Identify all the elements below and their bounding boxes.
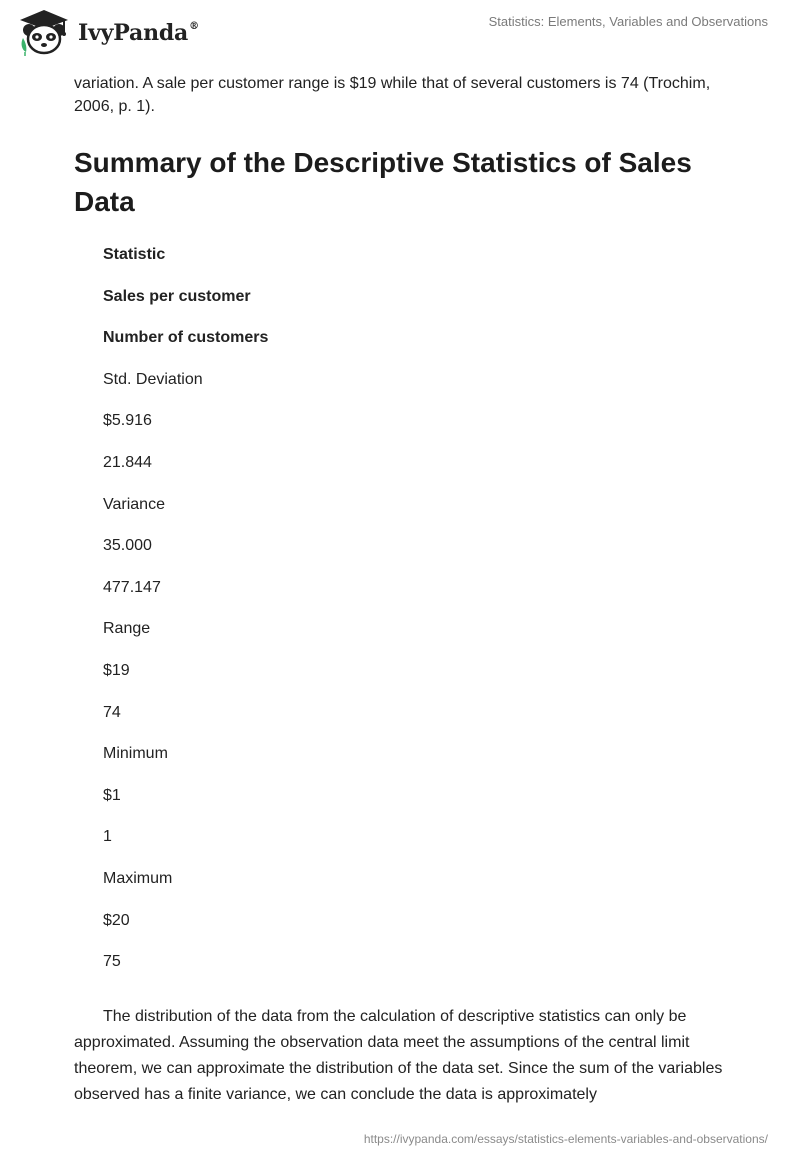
- table-cell: $5.916: [103, 412, 152, 430]
- table-header-cell: Sales per customer: [103, 287, 251, 305]
- table-cell: $20: [103, 911, 130, 929]
- brand-name: IvyPanda®: [78, 20, 199, 46]
- table-cell: Variance: [103, 495, 165, 513]
- table-cell: Maximum: [103, 869, 173, 887]
- table-cell: $1: [103, 786, 121, 804]
- document-title: Statistics: Elements, Variables and Observations: [488, 14, 768, 29]
- table-cell: Range: [103, 620, 151, 638]
- essay-content: [74, 72, 734, 1108]
- table-cell: 35.000: [103, 537, 152, 555]
- table-cell: 74: [103, 703, 121, 721]
- table-cell: Minimum: [103, 745, 168, 763]
- panda-graduate-icon: [16, 8, 72, 56]
- ivypanda-logo[interactable]: [16, 8, 199, 56]
- table-header-cell: Statistic: [103, 246, 166, 263]
- table-cell: 21.844: [103, 453, 152, 471]
- table-cell: 1: [103, 828, 112, 846]
- table-cell: $19: [103, 661, 130, 679]
- table-cell: 75: [103, 953, 121, 971]
- table-cell: 477.147: [103, 578, 161, 596]
- registered-mark: ®: [189, 21, 199, 32]
- closing-paragraph: The distribution of the data from the calculation of descriptive statistics can only be approximated. Assuming the observation data meet the assumptions of the central limit theorem, we can approximate the distribution of the data set. Since the sum of the variables observed has a finite variance, we can conclude the data is approximately: [74, 1007, 723, 1103]
- source-url-link[interactable]: https://ivypanda.com/essays/statistics-elements-variables-and-observations/: [363, 1132, 768, 1146]
- statistics-table: [103, 244, 734, 993]
- page-header: [0, 0, 800, 70]
- table-cell: Std. Deviation: [103, 370, 203, 388]
- table-header-cell: Number of customers: [103, 329, 269, 347]
- intro-paragraph: variation. A sale per customer range is $19 while that of several customers is 74 (Trochim, 2006, p. 1).: [74, 75, 711, 115]
- section-heading: Summary of the Descriptive Statistics of Sales Data: [74, 147, 692, 217]
